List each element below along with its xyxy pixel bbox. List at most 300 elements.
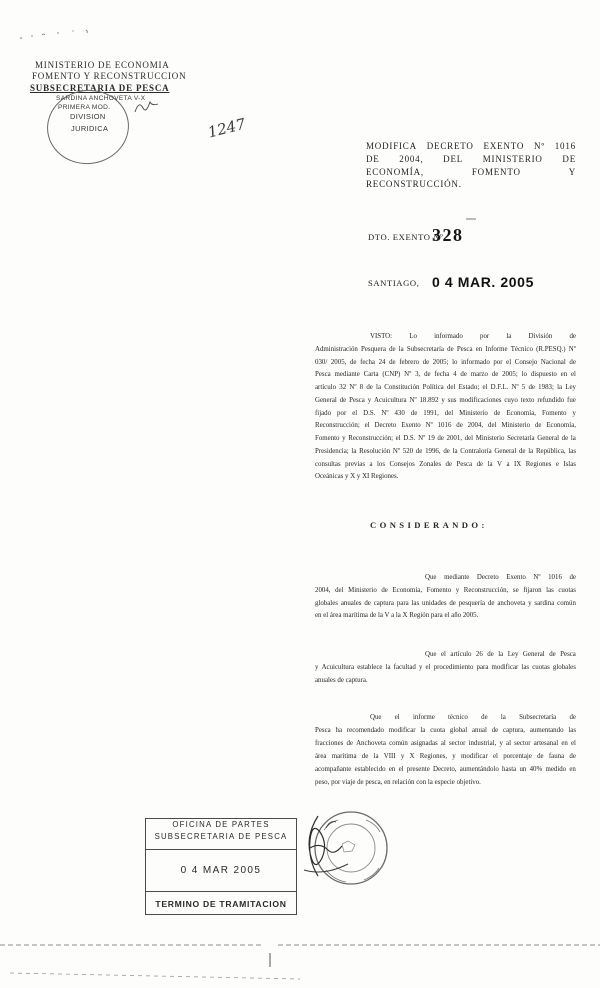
word: la bbox=[385, 663, 391, 671]
word: la bbox=[373, 753, 379, 760]
word: y bbox=[452, 753, 456, 760]
word: en bbox=[569, 766, 576, 773]
word: y bbox=[400, 753, 405, 760]
word: por bbox=[337, 409, 347, 417]
word: para bbox=[476, 663, 489, 671]
word: en bbox=[388, 766, 396, 773]
word: de bbox=[415, 447, 423, 455]
word: 26 bbox=[475, 651, 483, 658]
word: Nacional bbox=[540, 358, 566, 366]
considerando-heading: CONSIDERANDO: bbox=[370, 520, 488, 530]
word: de bbox=[534, 422, 542, 430]
word: la bbox=[452, 447, 458, 455]
word: Secretaría bbox=[507, 435, 535, 442]
stamp-reference: SARDINA ANCHOVETA V-X bbox=[56, 95, 146, 102]
word: Pesca bbox=[315, 727, 331, 734]
word: de bbox=[361, 753, 369, 760]
word: Estado; bbox=[458, 384, 480, 391]
stamp-reference-2: PRIMERA MOD. bbox=[58, 104, 111, 111]
word: y bbox=[572, 409, 576, 417]
visto-line bbox=[315, 408, 576, 421]
word: Fomento bbox=[426, 586, 452, 594]
word: aumentando bbox=[529, 727, 564, 734]
visto-line bbox=[315, 357, 576, 370]
word: las bbox=[568, 727, 576, 734]
word: de bbox=[349, 358, 357, 366]
word: Economía, bbox=[392, 586, 423, 594]
word: de bbox=[389, 345, 396, 353]
word: Que bbox=[425, 651, 437, 658]
word: asignadas bbox=[410, 740, 438, 747]
word: procedimiento bbox=[433, 663, 474, 671]
considerando-line: peso, por viaje de pesca, en relación con la especie objetivo. bbox=[315, 779, 481, 786]
word: de bbox=[449, 599, 456, 607]
word: marzo bbox=[470, 371, 488, 379]
word: del bbox=[464, 435, 474, 442]
considerando-line bbox=[315, 585, 576, 598]
word: facultad bbox=[393, 663, 416, 671]
word: cuyo bbox=[504, 396, 518, 404]
word: de bbox=[443, 447, 450, 455]
office-stamp bbox=[145, 818, 297, 915]
word: de bbox=[456, 422, 463, 430]
word: y bbox=[315, 663, 319, 671]
word: el bbox=[425, 663, 431, 671]
word: Decreto bbox=[374, 422, 397, 430]
visto-line bbox=[315, 369, 576, 382]
word: 1983; bbox=[538, 384, 554, 391]
word: el bbox=[352, 409, 358, 417]
word: texto bbox=[520, 396, 535, 404]
word: 2005; bbox=[432, 358, 449, 366]
word: acompañante bbox=[315, 766, 352, 773]
word: 2004, bbox=[467, 422, 484, 430]
word: el bbox=[482, 384, 488, 391]
word: de bbox=[569, 574, 576, 581]
considerando-paragraph-3 bbox=[315, 711, 576, 789]
word: de bbox=[569, 714, 576, 721]
signature bbox=[296, 808, 366, 898]
title-dash bbox=[466, 217, 478, 221]
word: la bbox=[498, 651, 504, 658]
word: General bbox=[522, 651, 545, 658]
word: Anchoveta bbox=[356, 740, 386, 747]
word: unidades bbox=[422, 599, 447, 607]
stamp-initial-mark bbox=[132, 98, 162, 118]
word: Reconstrucción, bbox=[463, 586, 509, 594]
word: de bbox=[537, 753, 544, 760]
word: Que bbox=[370, 714, 382, 721]
visto-line: Oceánicas y X y XI Regiones. bbox=[315, 473, 399, 481]
word: Acuicultura bbox=[321, 663, 355, 671]
word: 1996, bbox=[425, 447, 441, 455]
word: fijado bbox=[315, 409, 332, 417]
scan-edge-lines bbox=[0, 935, 600, 985]
date-stamp: 0 4 MAR. 2005 bbox=[432, 274, 534, 290]
word: la bbox=[420, 727, 426, 734]
considerando-line bbox=[315, 750, 576, 763]
word: VIII bbox=[383, 753, 396, 760]
considerando-line: en el área marítima de la V a la X Región para el año 2005. bbox=[315, 612, 479, 620]
office-stamp-date: 0 4 MAR 2005 bbox=[146, 850, 296, 892]
stamp-juridica: JURIDICA bbox=[71, 124, 109, 133]
word: cuotas bbox=[532, 663, 550, 671]
word: en bbox=[475, 345, 483, 353]
word: de bbox=[491, 371, 499, 379]
word: Nº bbox=[409, 396, 417, 404]
word: dispuesto bbox=[530, 371, 557, 379]
word: del bbox=[488, 422, 497, 430]
word: mediante bbox=[334, 371, 360, 379]
word: Pesca bbox=[456, 460, 473, 468]
considerando-line bbox=[315, 572, 576, 585]
word: modificar bbox=[388, 727, 416, 734]
word: Consejo bbox=[514, 358, 538, 366]
word: Resolución bbox=[359, 447, 391, 455]
word: de bbox=[447, 345, 454, 353]
word: General bbox=[537, 435, 560, 442]
word: Política bbox=[422, 384, 444, 391]
word: MINISTERIO bbox=[482, 153, 543, 164]
word: consultas bbox=[315, 460, 341, 468]
word: en bbox=[561, 740, 568, 747]
visto-line bbox=[315, 446, 576, 459]
word: Economía, bbox=[506, 409, 536, 417]
word: 430 bbox=[394, 409, 405, 417]
word: para bbox=[396, 599, 409, 607]
word: de bbox=[381, 586, 388, 594]
word: 1016 bbox=[548, 574, 562, 581]
word: y bbox=[499, 740, 503, 747]
word: globales bbox=[315, 599, 338, 607]
word: anual bbox=[471, 727, 487, 734]
word: 2005; bbox=[502, 371, 518, 379]
office-stamp-title: OFICINA DE PARTES bbox=[172, 820, 270, 829]
word: medido bbox=[545, 766, 567, 773]
word: Nº bbox=[392, 447, 401, 455]
word: V bbox=[497, 460, 502, 468]
visto-line bbox=[315, 420, 576, 433]
word: Técnico bbox=[510, 345, 533, 353]
word: Acuicultura bbox=[374, 396, 407, 404]
word: IX bbox=[513, 460, 522, 468]
word: Subsecretaría bbox=[406, 345, 444, 353]
word: global bbox=[449, 727, 468, 734]
word: DECRETO bbox=[426, 141, 474, 151]
word: febrero bbox=[399, 358, 420, 366]
word: modificar bbox=[491, 663, 519, 671]
word: de bbox=[481, 714, 488, 721]
word: D.S. bbox=[363, 409, 376, 417]
word: Contraloría bbox=[460, 447, 492, 455]
word: y bbox=[418, 663, 423, 671]
word: los bbox=[376, 460, 386, 468]
considerando-line bbox=[315, 662, 576, 675]
word: industrial, bbox=[468, 740, 497, 747]
word: Ley bbox=[507, 651, 519, 658]
word: Pesquera bbox=[361, 345, 386, 353]
word: Ministerio bbox=[459, 409, 488, 417]
word: Exento bbox=[401, 422, 421, 430]
considerando-line bbox=[315, 649, 576, 662]
word: General bbox=[315, 396, 337, 404]
word: de bbox=[569, 753, 576, 760]
word: de bbox=[493, 409, 501, 417]
word: informado bbox=[434, 333, 463, 340]
title-line bbox=[366, 140, 576, 153]
word: de bbox=[569, 358, 576, 366]
word: establece bbox=[357, 663, 383, 671]
word: Nº bbox=[534, 141, 545, 151]
word: la bbox=[500, 714, 506, 721]
word: fue bbox=[567, 396, 576, 404]
word: técnico bbox=[447, 714, 468, 721]
word: porcentaje bbox=[503, 753, 532, 760]
word: cuota bbox=[430, 727, 446, 734]
word: y bbox=[367, 396, 372, 404]
word: (CNP) bbox=[382, 371, 401, 379]
word: las bbox=[411, 599, 420, 607]
word: se bbox=[512, 586, 519, 594]
word: Nº bbox=[568, 345, 576, 353]
word: (R.PESQ.) bbox=[536, 345, 566, 353]
word: Exento bbox=[506, 574, 526, 581]
word: fecha bbox=[434, 371, 450, 379]
word: al bbox=[506, 740, 512, 747]
word: sardina bbox=[534, 599, 555, 607]
word: sector bbox=[514, 740, 531, 747]
word: de bbox=[346, 740, 353, 747]
word: las bbox=[568, 447, 576, 455]
word: República, bbox=[535, 447, 566, 455]
word: de bbox=[569, 333, 576, 340]
word: la bbox=[570, 435, 576, 442]
word: 40% bbox=[529, 766, 543, 773]
word: 5 bbox=[521, 384, 526, 391]
word: de bbox=[491, 727, 499, 734]
word: sus bbox=[447, 396, 457, 404]
word: Decreto bbox=[476, 574, 499, 581]
word: D.F.L. bbox=[490, 384, 509, 391]
word: un bbox=[519, 766, 527, 773]
word: 030/ bbox=[315, 358, 328, 366]
word: de bbox=[389, 358, 396, 366]
word: la bbox=[376, 384, 382, 391]
word: artículo bbox=[450, 651, 472, 658]
word: Islas bbox=[563, 460, 576, 468]
word: fijaron bbox=[523, 586, 542, 594]
word: modificaciones bbox=[459, 396, 502, 404]
word: el bbox=[398, 766, 404, 773]
word: común bbox=[557, 599, 576, 607]
word: a bbox=[506, 460, 510, 468]
visto-line bbox=[315, 382, 576, 395]
word: Nº bbox=[349, 384, 357, 391]
word: D.S. bbox=[403, 435, 416, 442]
word: recomendado bbox=[346, 727, 384, 734]
visto-line bbox=[315, 459, 576, 472]
word: Ley bbox=[565, 384, 576, 391]
word: por bbox=[480, 333, 490, 340]
decree-title bbox=[366, 140, 576, 191]
word: artículo bbox=[315, 384, 337, 391]
word: de bbox=[518, 447, 526, 455]
word: al bbox=[440, 740, 446, 747]
word: Que bbox=[425, 574, 437, 581]
word: cuotas bbox=[558, 586, 576, 594]
word: Ministerio bbox=[475, 435, 505, 442]
scan-marks bbox=[18, 24, 108, 44]
word: e bbox=[555, 460, 559, 468]
considerando-line bbox=[315, 737, 576, 750]
word: fauna bbox=[548, 753, 565, 760]
word: lo bbox=[521, 371, 527, 379]
word: 1991, bbox=[423, 409, 439, 417]
word: Lo bbox=[409, 333, 417, 340]
word: del bbox=[335, 586, 344, 594]
word: el bbox=[440, 651, 446, 658]
word: el bbox=[506, 358, 512, 366]
visto-line bbox=[315, 395, 576, 408]
word: de bbox=[364, 599, 371, 607]
word: 3, bbox=[415, 371, 421, 379]
word: las bbox=[521, 663, 530, 671]
word: Subsecretaría bbox=[519, 714, 557, 721]
office-stamp-header bbox=[146, 819, 296, 850]
word: Pesca bbox=[349, 396, 365, 404]
office-stamp-subtitle: SUBSECRETARIA DE PESCA bbox=[154, 832, 288, 841]
word: área bbox=[315, 753, 327, 760]
word: fracciones bbox=[315, 740, 344, 747]
word: hasta bbox=[502, 766, 517, 773]
decree-label: DTO. EXENTO Nº bbox=[368, 232, 444, 242]
word: Nº bbox=[418, 435, 426, 442]
word: de bbox=[410, 409, 418, 417]
word: del bbox=[444, 409, 454, 417]
word: Nº bbox=[381, 409, 389, 417]
word: Pesca bbox=[315, 371, 331, 379]
word: informado bbox=[461, 358, 490, 366]
considerando-line: anuales de captura. bbox=[315, 676, 368, 684]
word: refundido bbox=[537, 396, 565, 404]
word: globales bbox=[552, 663, 576, 671]
word: de bbox=[366, 384, 373, 391]
letterhead-ministry-sub: FOMENTO Y RECONSTRUCCION bbox=[32, 71, 187, 81]
word: aumentándolo bbox=[459, 766, 499, 773]
word: 2005, bbox=[330, 358, 347, 366]
word: de bbox=[561, 435, 569, 442]
word: de bbox=[339, 396, 347, 404]
word: 1016 bbox=[554, 141, 576, 151]
word: Nº bbox=[511, 384, 519, 391]
considerando-paragraph-1 bbox=[315, 572, 576, 623]
word: X bbox=[409, 753, 415, 760]
word: ha bbox=[335, 727, 343, 734]
word: captura, bbox=[503, 727, 526, 734]
word: de bbox=[487, 599, 495, 607]
visto-line bbox=[315, 331, 576, 344]
word: captura bbox=[373, 599, 394, 607]
word: Informe bbox=[485, 345, 508, 353]
word: y bbox=[441, 396, 445, 404]
word: de bbox=[445, 460, 452, 468]
word: Constitución bbox=[384, 384, 420, 391]
word: Economía, bbox=[546, 422, 576, 430]
word: las bbox=[546, 586, 554, 594]
letterhead-ministry: MINISTERIO DE ECONOMIA bbox=[35, 60, 170, 70]
word: establecido bbox=[354, 766, 386, 773]
word: 2004, bbox=[399, 153, 424, 164]
considerando-line bbox=[315, 598, 576, 611]
word: de bbox=[476, 460, 484, 468]
word: Ministerio bbox=[348, 586, 377, 594]
considerando-line bbox=[315, 711, 576, 724]
word: DEL bbox=[443, 153, 464, 164]
word: de bbox=[528, 384, 535, 391]
word: la bbox=[528, 447, 534, 455]
word: 8 bbox=[359, 384, 364, 391]
word: DE bbox=[366, 153, 380, 164]
word: a bbox=[369, 460, 373, 468]
considerando-line bbox=[315, 724, 576, 737]
word: de bbox=[487, 651, 494, 658]
word: el bbox=[570, 371, 576, 379]
word: 2001, bbox=[446, 435, 463, 442]
stamp-division: DIVISION bbox=[70, 112, 106, 121]
word: Presidencia; bbox=[315, 447, 349, 455]
date-place: SANTIAGO, bbox=[368, 278, 420, 288]
word: previas bbox=[345, 460, 366, 468]
word: Nº bbox=[533, 574, 541, 581]
word: sector bbox=[448, 740, 466, 747]
word: de bbox=[549, 651, 556, 658]
word: 1016 bbox=[437, 422, 452, 430]
word: el bbox=[364, 422, 370, 430]
word: Nº bbox=[425, 422, 433, 430]
word: modificar bbox=[460, 753, 488, 760]
word: 4 bbox=[453, 371, 457, 379]
word: 32 bbox=[339, 384, 347, 391]
word: pesquería bbox=[458, 599, 486, 607]
word: la bbox=[557, 384, 563, 391]
word: y bbox=[342, 435, 346, 442]
word: y bbox=[455, 586, 460, 594]
word: MODIFICA bbox=[366, 141, 417, 151]
word: 19 bbox=[427, 435, 435, 442]
word: del bbox=[446, 384, 456, 391]
word: la bbox=[506, 333, 512, 340]
word: Y bbox=[568, 166, 576, 177]
decree-number: 328 bbox=[432, 225, 464, 245]
word: lo bbox=[452, 358, 458, 366]
word: FOMENTO bbox=[471, 166, 521, 177]
word: Regiones bbox=[525, 460, 552, 468]
word: informe bbox=[412, 714, 435, 721]
word: Ministerio bbox=[501, 422, 531, 430]
considerando-line bbox=[315, 763, 576, 776]
word: 520 bbox=[402, 447, 414, 455]
visto-paragraph bbox=[315, 331, 576, 484]
word: EXENTO bbox=[483, 141, 525, 151]
word: Reconstrucción; bbox=[348, 435, 393, 442]
word: de bbox=[460, 371, 467, 379]
considerando-paragraph-2 bbox=[315, 649, 576, 687]
word: anchoveta bbox=[497, 599, 526, 607]
word: mediante bbox=[444, 574, 470, 581]
word: el bbox=[492, 753, 498, 760]
word: el bbox=[394, 714, 400, 721]
word: común bbox=[389, 740, 408, 747]
